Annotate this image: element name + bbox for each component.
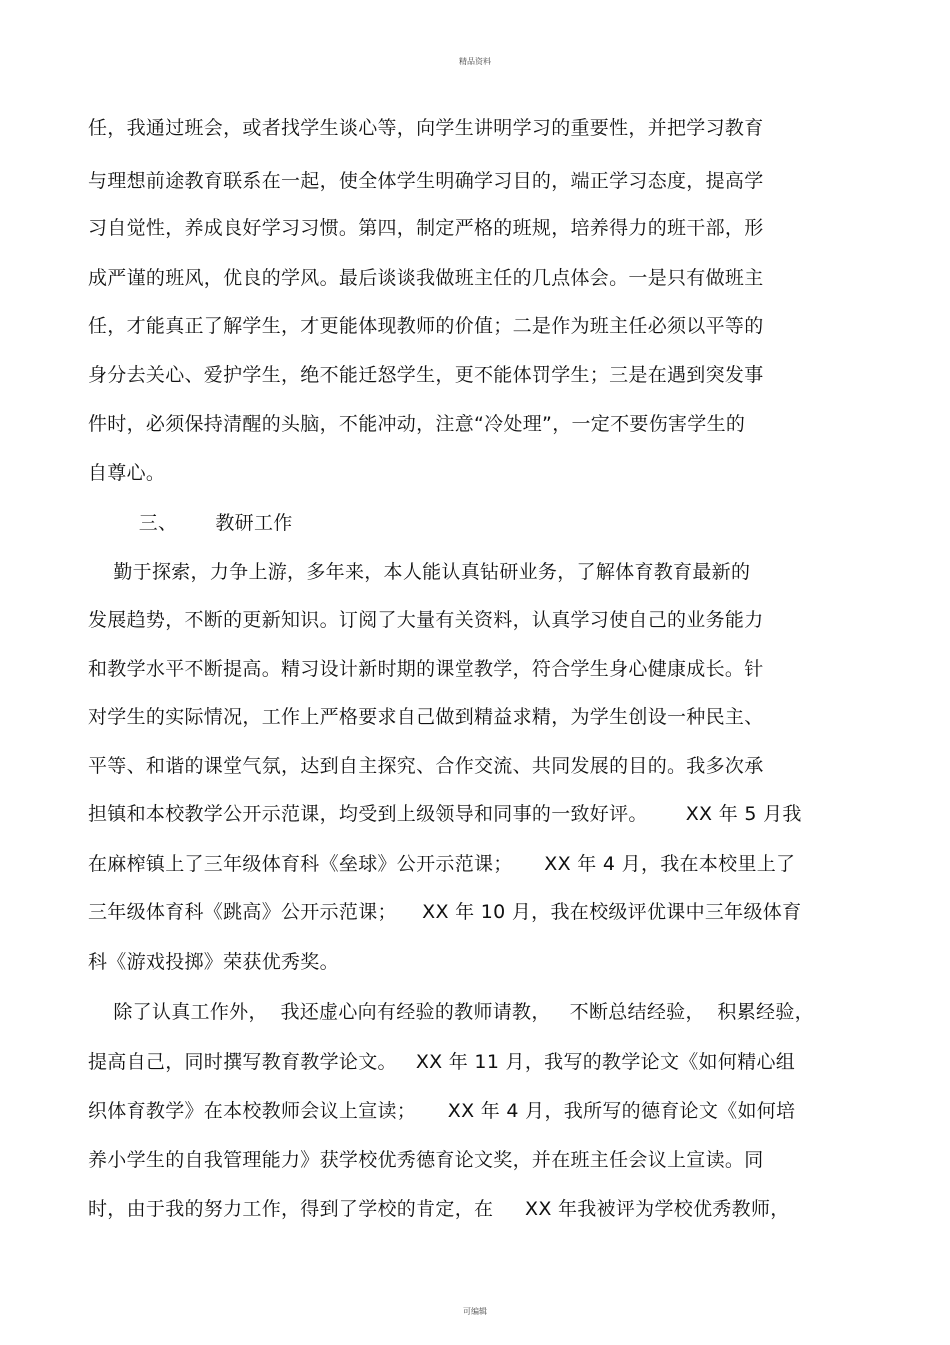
text-line: 除了认真工作外， 我还虚心向有经验的教师请教， 不断总结经验， 积累经验，: [88, 1001, 814, 1023]
text-line: 对学生的实际情况，工作上严格要求自己做到精益求精，为学生创设一种民主、: [88, 706, 764, 728]
text-line: 担镇和本校教学公开示范课，均受到上级领导和同事的一致好评。 XX 年 5 月我: [88, 803, 802, 825]
text-line: 自尊心。: [88, 462, 166, 484]
text-line: 平等、和谐的课堂气氛，达到自主探究、合作交流、共同发展的目的。我多次承: [88, 755, 764, 777]
page-footer: 可编辑: [463, 1307, 487, 1316]
text-line: 任，我通过班会，或者找学生谈心等，向学生讲明学习的重要性，并把学习教育: [88, 117, 764, 139]
text-line: 件时，必须保持清醒的头脑，不能冲动，注意“冷处理”，一定不要伤害学生的: [88, 413, 746, 435]
text-line: 时，由于我的努力工作，得到了学校的肯定，在 XX 年我被评为学校优秀教师，: [88, 1198, 790, 1220]
text-line: 任，才能真正了解学生，才更能体现教师的价值；二是作为班主任必须以平等的: [88, 315, 764, 337]
text-line: 发展趋势，不断的更新知识。订阅了大量有关资料，认真学习使自己的业务能力: [88, 609, 764, 631]
text-line: 织体育教学》在本校教师会议上宣读； XX 年 4 月，我所写的德育论文《如何培: [88, 1100, 796, 1122]
text-line: 提高自己，同时撰写教育教学论文。 XX 年 11 月，我写的教学论文《如何精心组: [88, 1051, 796, 1073]
text-line: 养小学生的自我管理能力》获学校优秀德育论文奖，并在班主任会议上宣读。同: [88, 1149, 764, 1171]
page-header: 精品资料: [459, 57, 491, 66]
text-line: 和教学水平不断提高。精习设计新时期的课堂教学，符合学生身心健康成长。针: [88, 658, 764, 680]
text-line: 与理想前途教育联系在一起，使全体学生明确学习目的，端正学习态度，提高学: [88, 170, 764, 192]
text-line: 在麻榨镇上了三年级体育科《垒球》公开示范课； XX 年 4 月，我在本校里上了: [88, 853, 796, 875]
text-line: 身分去关心、爱护学生，绝不能迁怒学生，更不能体罚学生；三是在遇到突发事: [88, 364, 764, 386]
text-line: 三年级体育科《跳高》公开示范课； XX 年 10 月，我在校级评优课中三年级体育: [88, 901, 802, 923]
text-line: 科《游戏投掷》荣获优秀奖。: [88, 951, 339, 973]
text-line: 习自觉性，养成良好学习习惯。第四，制定严格的班规，培养得力的班干部，形: [88, 217, 764, 239]
text-line: 勤于探索，力争上游，多年来，本人能认真钻研业务，了解体育教育最新的: [88, 561, 751, 583]
text-line: 成严谨的班风，优良的学风。最后谈谈我做班主任的几点体会。一是只有做班主: [88, 267, 764, 289]
section-heading: 三、 教研工作: [88, 512, 293, 534]
